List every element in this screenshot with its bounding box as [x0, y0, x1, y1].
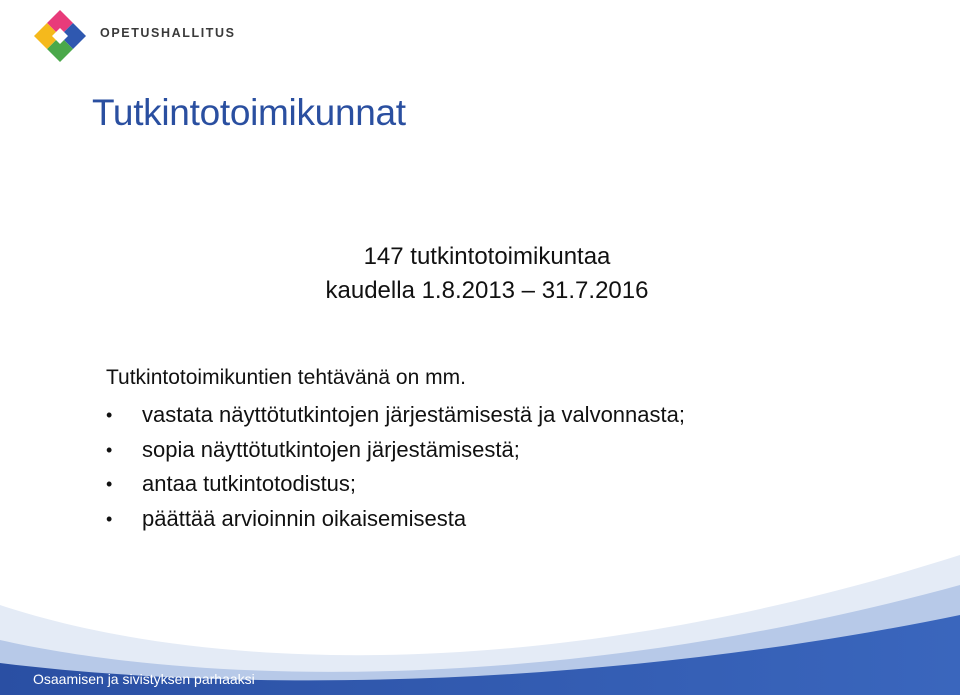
list-item: [106, 467, 685, 502]
bullet-icon: •: [106, 439, 113, 460]
task-text: vastata näyttötutkintojen järjestämisestä ja valvonnasta;: [142, 402, 685, 427]
slide-title: Tutkintotoimikunnat: [92, 92, 406, 133]
tasks-intro: Tutkintotoimikuntien tehtävänä on mm.: [106, 366, 466, 389]
list-item: [106, 398, 685, 433]
task-text: antaa tutkintotodistus;: [142, 471, 357, 496]
term-dates: kaudella 1.8.2013 – 31.7.2016: [325, 277, 649, 304]
bullet-icon: •: [106, 474, 113, 494]
task-text: päättää arvioinnin oikaisemisesta: [142, 505, 467, 531]
brand-name: OPETUSHALLITUS: [100, 26, 236, 40]
committee-count: 147 tutkintotoimikuntaa: [363, 243, 611, 270]
bullet-icon: •: [106, 405, 113, 425]
list-item: [106, 502, 685, 537]
period-block: [0, 240, 960, 308]
task-text: sopia näyttötutkintojen järjestämisestä;: [142, 436, 520, 462]
footer-slogan: Osaamisen ja sivistyksen parhaaksi: [33, 671, 255, 687]
diamond-quadrant-logo-icon: [30, 6, 90, 66]
bullet-icon: •: [106, 508, 113, 529]
task-list: [106, 398, 685, 536]
list-item: [106, 433, 685, 468]
